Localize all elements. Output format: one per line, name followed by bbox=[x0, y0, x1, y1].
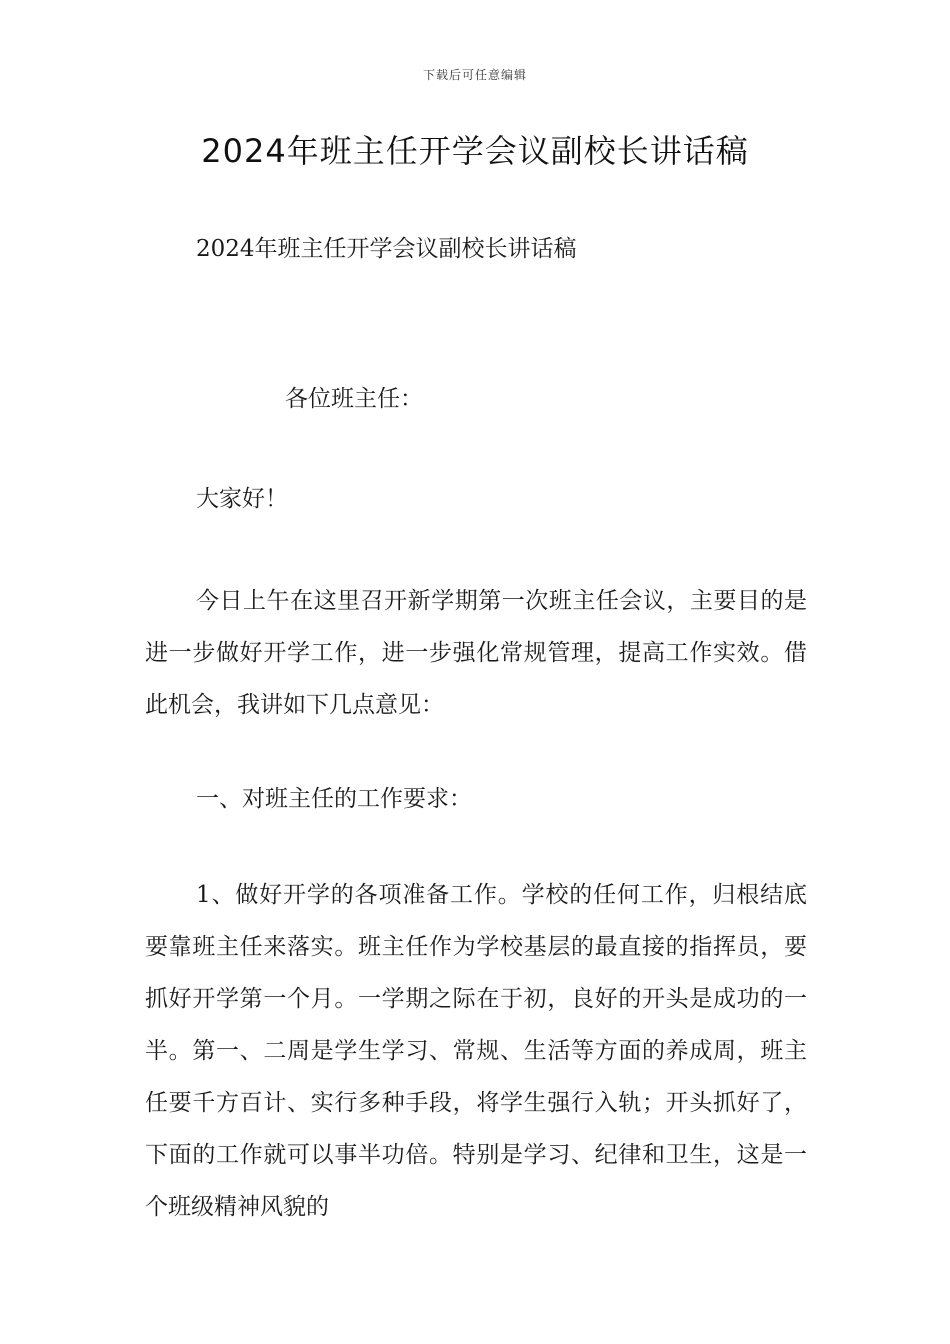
point-paragraph: 1、做好开学的各项准备工作。学校的任何工作，归根结底要靠班主任来落实。班主任作为学校基层的最直接的指挥员，要抓好开学第一个月。一学期之际在于初，良好的开头是成功的一半。第一、二周是学生学习、常规、生活等方面的养成周，班主任要千方百计、实行多种手段，将学生强行入轨；开头抓好了，下面的工作就可以事半功倍。特别是学习、纪律和卫生，这是一个班级精神风貌的 bbox=[145, 882, 807, 1220]
section-heading: 一、对班主任的工作要求： bbox=[196, 786, 472, 812]
document-title: 2024年班主任开学会议副校长讲话稿 bbox=[201, 132, 749, 170]
salutation: 各位班主任： bbox=[285, 386, 423, 412]
intro-paragraph: 今日上午在这里召开新学期第一次班主任会议，主要目的是进一步做好开学工作，进一步强化常规管理，提高工作实效。借此机会，我讲如下几点意见： bbox=[145, 588, 807, 718]
greeting: 大家好！ bbox=[196, 486, 288, 512]
document-subtitle: 2024年班主任开学会议副校长讲话稿 bbox=[196, 236, 577, 262]
header-note: 下载后可任意编辑 bbox=[422, 68, 527, 82]
